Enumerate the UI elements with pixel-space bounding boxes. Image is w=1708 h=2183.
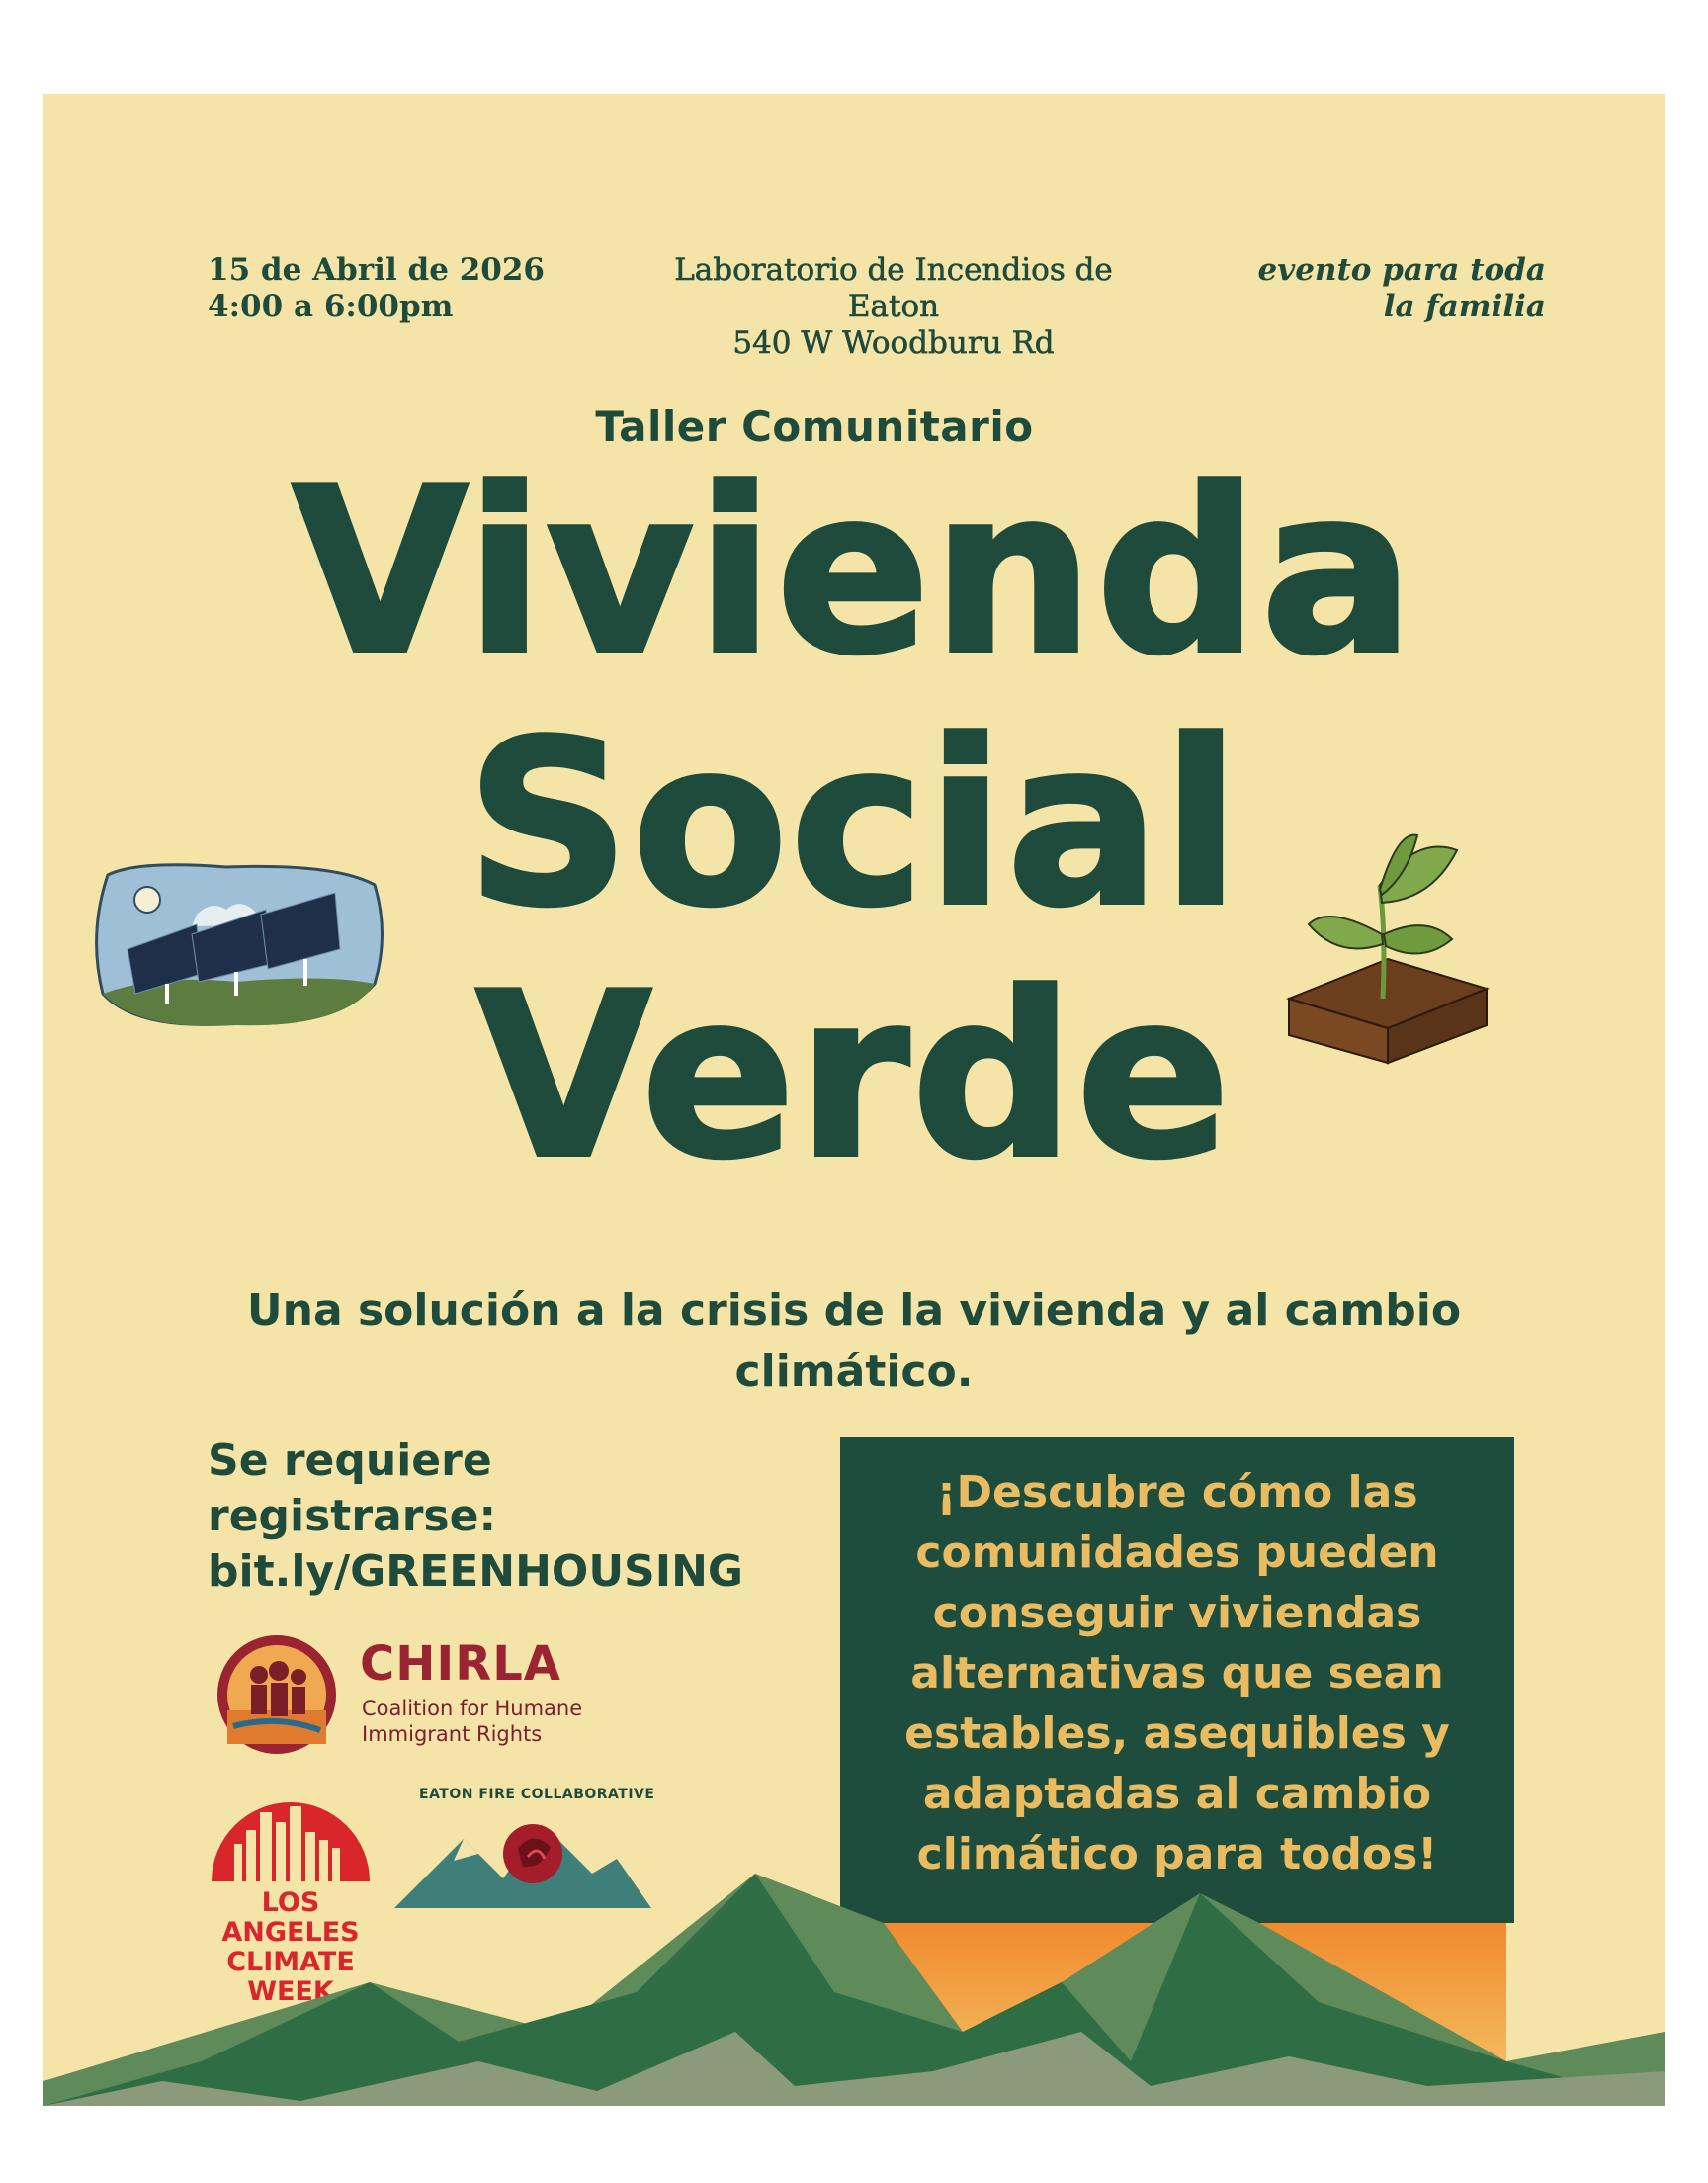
registration-line-2: registrarse:	[208, 1491, 497, 1541]
la-line-2: CLIMATE WEEK	[226, 1947, 355, 2007]
callout-line: adaptadas al cambio	[922, 1769, 1432, 1819]
la-line-1: LOS ANGELES	[221, 1887, 360, 1948]
callout-line: conseguir viviendas	[932, 1588, 1422, 1638]
audience-line-1: evento para toda	[1257, 252, 1546, 288]
event-time: 4:00 a 6:00pm	[208, 289, 454, 324]
chirla-tagline-1: Coalition for Humane	[362, 1697, 583, 1720]
chirla-logo-icon	[214, 1631, 340, 1758]
callout-line: alternativas que sean	[910, 1648, 1444, 1699]
title-line-social: Social	[466, 693, 1242, 957]
callout-line: comunidades pueden	[915, 1528, 1439, 1578]
workshop-kicker: Taller Comunitario	[595, 402, 1034, 451]
venue-line-1: Laboratorio de Incendios de	[674, 252, 1113, 288]
audience-line-2: la familia	[1383, 289, 1546, 324]
sprout-illustration	[1269, 816, 1506, 1073]
chirla-tagline-2: Immigrant Rights	[362, 1722, 543, 1746]
registration-line-1: Se requiere	[208, 1436, 492, 1486]
registration-block	[208, 1434, 801, 1600]
mountains-illustration	[43, 1834, 1665, 2106]
event-date-time	[208, 252, 563, 325]
poster	[43, 94, 1665, 2106]
solar-panels-illustration	[78, 855, 394, 1043]
venue-address: 540 W Woodburu Rd	[732, 325, 1055, 361]
venue-line-2: Eaton	[847, 289, 940, 324]
subtitle-line-2: climático.	[734, 1347, 974, 1397]
event-audience	[1180, 252, 1546, 325]
callout-line: climático para todos!	[916, 1829, 1438, 1879]
event-date: 15 de Abril de 2026	[208, 252, 545, 288]
callout-line: estables, asequibles y	[904, 1708, 1450, 1759]
chirla-name: CHIRLA	[360, 1636, 561, 1692]
eaton-fire-label: EATON FIRE COLLABORATIVE	[419, 1787, 655, 1802]
registration-link[interactable]: bit.ly/GREENHOUSING	[208, 1546, 744, 1597]
title-line-vivienda: Vivienda	[292, 441, 1416, 705]
title-line-verde: Verde	[475, 945, 1233, 1209]
event-venue	[637, 252, 1151, 362]
chirla-tagline	[362, 1696, 619, 1747]
callout-line: ¡Descubre cómo las	[936, 1467, 1418, 1518]
subtitle-line-1: Una solución a la crisis de la vivienda y al cambio	[246, 1285, 1462, 1336]
subtitle	[43, 1280, 1665, 1403]
